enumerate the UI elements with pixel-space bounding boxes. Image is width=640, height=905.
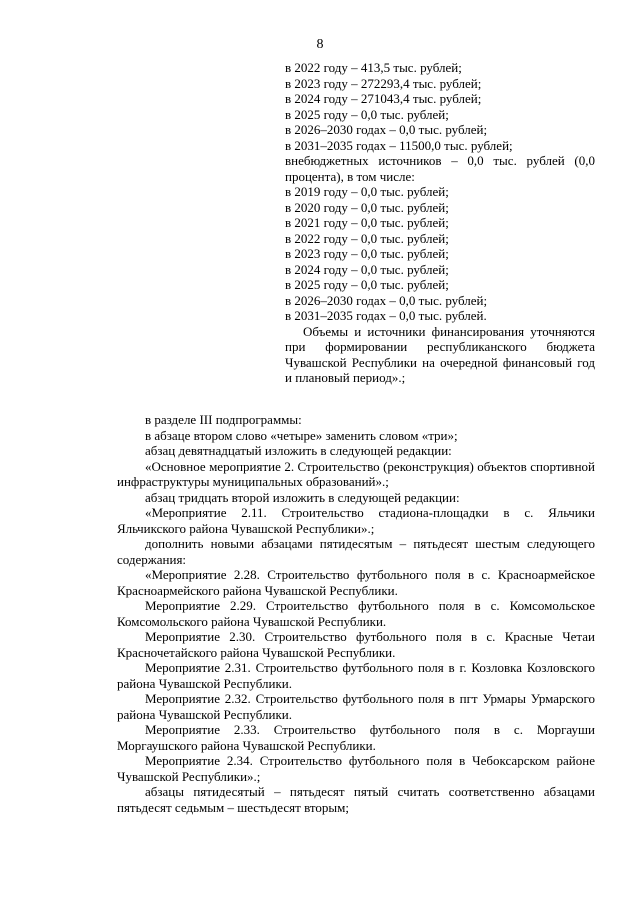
paragraph: «Мероприятие 2.11. Строительство стадиона-площадки в с. Яльчики Яльчикского района Чувашской Республики».; — [117, 505, 595, 536]
financing-line: в 2031–2035 годах – 11500,0 тыс. рублей; — [285, 137, 513, 153]
paragraph: в разделе III подпрограммы: — [145, 412, 302, 427]
year-line: в 2025 году – 0,0 тыс. рублей; — [285, 277, 449, 292]
paragraph: Мероприятие 2.32. Строительство футбольного поля в пгт Урмары Урмарского района Чувашской Республики. — [117, 691, 595, 722]
financing-block — [285, 60, 595, 386]
financing-note: Объемы и источники финансирования уточняются при формировании республиканского бюджета Чувашской Республики на очередной финансовый год и плановый период».; — [285, 323, 595, 385]
year-line: в 2020 году – 0,0 тыс. рублей; — [285, 199, 449, 215]
paragraph: Мероприятие 2.34. Строительство футбольного поля в Чебоксарском районе Чувашской Республики».; — [117, 753, 595, 784]
paragraph: Мероприятие 2.30. Строительство футбольного поля в с. Красные Четаи Красночетайского района Чувашской Республики. — [117, 629, 595, 660]
year-line: в 2031–2035 годах – 0,0 тыс. рублей. — [285, 308, 487, 323]
paragraph: в абзаце втором слово «четыре» заменить словом «три»; — [145, 427, 458, 443]
page-number: 8 — [316, 37, 324, 52]
paragraph: Мероприятие 2.33. Строительство футбольного поля в с. Моргауши Моргаушского района Чувашской Республики. — [117, 722, 595, 753]
year-line: в 2019 году – 0,0 тыс. рублей; — [285, 184, 449, 199]
paragraph: дополнить новыми абзацами пятидесятым – пятьдесят шестым следующего содержания: — [117, 536, 595, 567]
year-line: в 2023 году – 0,0 тыс. рублей; — [285, 246, 449, 261]
paragraph: Мероприятие 2.31. Строительство футбольного поля в г. Козловка Козловского района Чувашской Республики. — [117, 660, 595, 691]
amendment-body — [117, 412, 595, 815]
year-line: в 2026–2030 годах – 0,0 тыс. рублей; — [285, 292, 488, 308]
paragraph: «Мероприятие 2.28. Строительство футбольного поля в с. Красноармейское Красноармейского района Чувашской Республики. — [117, 567, 595, 598]
paragraph: «Основное мероприятие 2. Строительство (реконструкция) объектов спортивной инфраструктуры муниципальных образований».; — [117, 458, 595, 489]
paragraph: абзацы пятидесятый – пятьдесят пятый считать соответственно абзацами пятьдесят седьмым – шестьдесят вторым; — [117, 784, 595, 815]
year-line: в 2022 году – 0,0 тыс. рублей; — [285, 230, 449, 246]
year-line: в 2021 году – 0,0 тыс. рублей; — [285, 215, 449, 230]
paragraph: Мероприятие 2.29. Строительство футбольного поля в с. Комсомольское Комсомольского района Чувашской Республики. — [117, 598, 595, 629]
paragraph: абзац девятнадцатый изложить в следующей редакции: — [145, 443, 452, 458]
year-line: в 2024 году – 0,0 тыс. рублей; — [285, 261, 449, 277]
financing-line: в 2023 году – 272293,4 тыс. рублей; — [285, 75, 482, 91]
financing-line: в 2024 году – 271043,4 тыс. рублей; — [285, 91, 482, 106]
offbudget-line: внебюджетных источников – 0,0 тыс. рублей (0,0 процента), в том числе: — [285, 153, 595, 184]
financing-line: в 2026–2030 годах – 0,0 тыс. рублей; — [285, 122, 488, 137]
financing-line: в 2022 году – 413,5 тыс. рублей; — [285, 60, 462, 75]
financing-line: в 2025 году – 0,0 тыс. рублей; — [285, 106, 449, 122]
paragraph: абзац тридцать второй изложить в следующей редакции: — [145, 489, 460, 505]
